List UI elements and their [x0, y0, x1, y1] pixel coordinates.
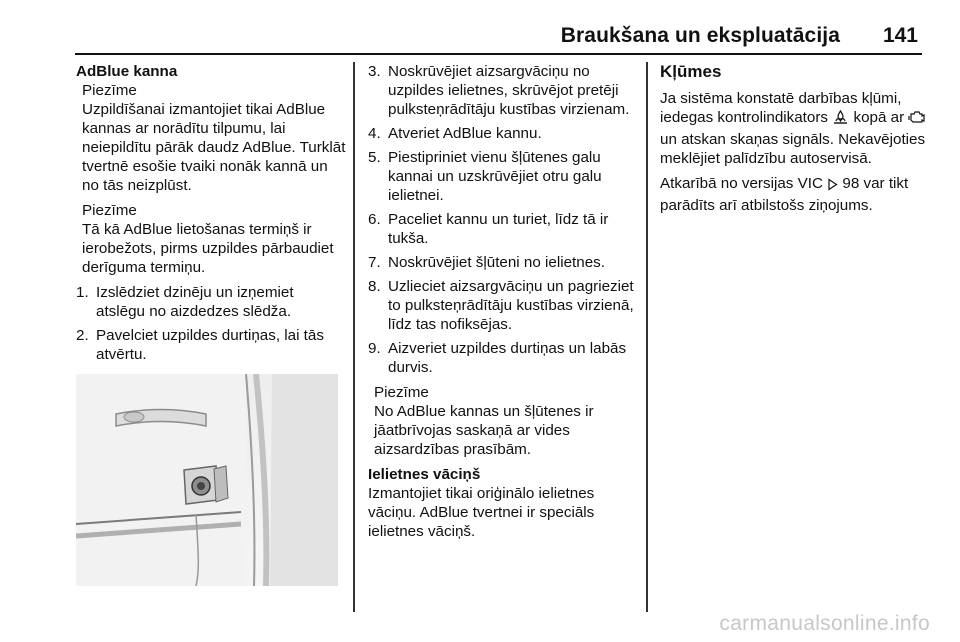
vic-text-part: Atkarībā no versijas VIC — [660, 175, 823, 192]
step-text: Noskrūvējiet šļūteni no ielietnes. — [388, 254, 605, 271]
list-item — [368, 148, 636, 205]
step-number: 3. — [368, 63, 381, 80]
step-text: Paceliet kannu un turiet, līdz tā ir tukša. — [388, 211, 609, 247]
list-item — [368, 210, 636, 248]
step-text: Aizveriet uzpildes durtiņas un labās durvis. — [388, 340, 627, 376]
steps-list-2 — [368, 62, 636, 377]
vic-text-part: 98 var tikt parādīts arī atbilstošs ziņojums. — [660, 175, 909, 214]
list-item — [368, 277, 636, 334]
section-heading-adblue-kanna: AdBlue kanna — [76, 63, 178, 80]
steps-list-1 — [76, 283, 346, 364]
step-text: Piestipriniet vienu šļūtenes galu kannai un uzskrūvējiet otru galu ielietnei. — [388, 149, 602, 204]
column-3 — [660, 62, 932, 221]
list-item — [76, 283, 346, 321]
faults-text-part: kopā ar — [853, 109, 905, 126]
header-rule — [75, 53, 922, 55]
page-reference-arrow-icon — [827, 177, 838, 196]
note-3 — [374, 383, 636, 459]
column-1 — [76, 62, 346, 586]
step-text: Pavelciet uzpildes durtiņas, lai tās atvērtu. — [96, 327, 324, 363]
list-item — [368, 62, 636, 119]
column-divider — [353, 62, 355, 612]
column-divider — [646, 62, 648, 612]
step-number: 4. — [368, 125, 381, 142]
step-number: 9. — [368, 340, 381, 357]
note-2 — [82, 201, 346, 277]
faults-text-part: Ja sistēma konstatē darbības kļūmi, iedegas kontrolindikators — [660, 90, 902, 126]
malfunction-indicator-icon — [908, 110, 926, 130]
page-number: 141 — [882, 24, 918, 47]
filler-cap-text: Izmantojiet tikai oriģinālo ielietnes vāciņu. AdBlue tvertnei ir speciāls ielietnes vāciņš. — [368, 485, 595, 540]
note-label: Piezīme — [374, 384, 429, 401]
section-heading-faults: Kļūmes — [660, 62, 722, 81]
step-number: 1. — [76, 284, 89, 301]
list-item — [368, 253, 636, 272]
note-text: Tā kā AdBlue lietošanas termiņš ir ierobežots, pirms uzpildes pārbaudiet derīguma termiņu. — [82, 221, 334, 276]
note-label: Piezīme — [82, 202, 137, 219]
step-text: Uzlieciet aizsargvāciņu un pagrieziet to pulksteņrādītāju kustības virzienā, līdz tas nofiksējas. — [388, 278, 634, 333]
step-number: 5. — [368, 149, 381, 166]
watermark: carmanualsonline.info — [719, 612, 930, 635]
faults-paragraph — [660, 89, 932, 168]
step-number: 6. — [368, 211, 381, 228]
adblue-warning-icon — [832, 109, 849, 130]
step-text: Noskrūvējiet aizsargvāciņu no uzpildes ielietnes, skrūvējot pretēji pulksteņrādītāju kustības virzienam. — [388, 63, 630, 118]
note-label: Piezīme — [82, 82, 137, 99]
note-text: Uzpildīšanai izmantojiet tikai AdBlue kannas ar norādītu tilpumu, lai neiepildītu pārāk daudz AdBlue. Turklāt tvertnē esošie tvaiki nonāk kannā un no tās neizplūst. — [82, 101, 346, 194]
step-number: 7. — [368, 254, 381, 271]
page-header-title: Braukšana un ekspluatācija — [560, 24, 840, 47]
vic-paragraph — [660, 174, 932, 215]
faults-text-part: un atskan skaņas signāls. Nekavējoties meklējiet palīdzību autoservisā. — [660, 131, 926, 167]
column-2 — [368, 62, 636, 547]
refill-door-illustration — [76, 374, 338, 586]
step-text: Atveriet AdBlue kannu. — [388, 125, 542, 142]
section-heading-filler-cap: Ielietnes vāciņš — [368, 466, 481, 483]
list-item — [368, 124, 636, 143]
step-text: Izslēdziet dzinēju un izņemiet atslēgu no aizdedzes slēdža. — [96, 284, 294, 320]
list-item — [368, 339, 636, 377]
note-text: No AdBlue kannas un šļūtenes ir jāatbrīvojas saskaņā ar vides aizsardzības prasībām. — [374, 403, 594, 458]
step-number: 8. — [368, 278, 381, 295]
note-1 — [82, 81, 346, 195]
list-item — [76, 326, 346, 364]
page-header — [0, 0, 960, 54]
step-number: 2. — [76, 327, 89, 344]
